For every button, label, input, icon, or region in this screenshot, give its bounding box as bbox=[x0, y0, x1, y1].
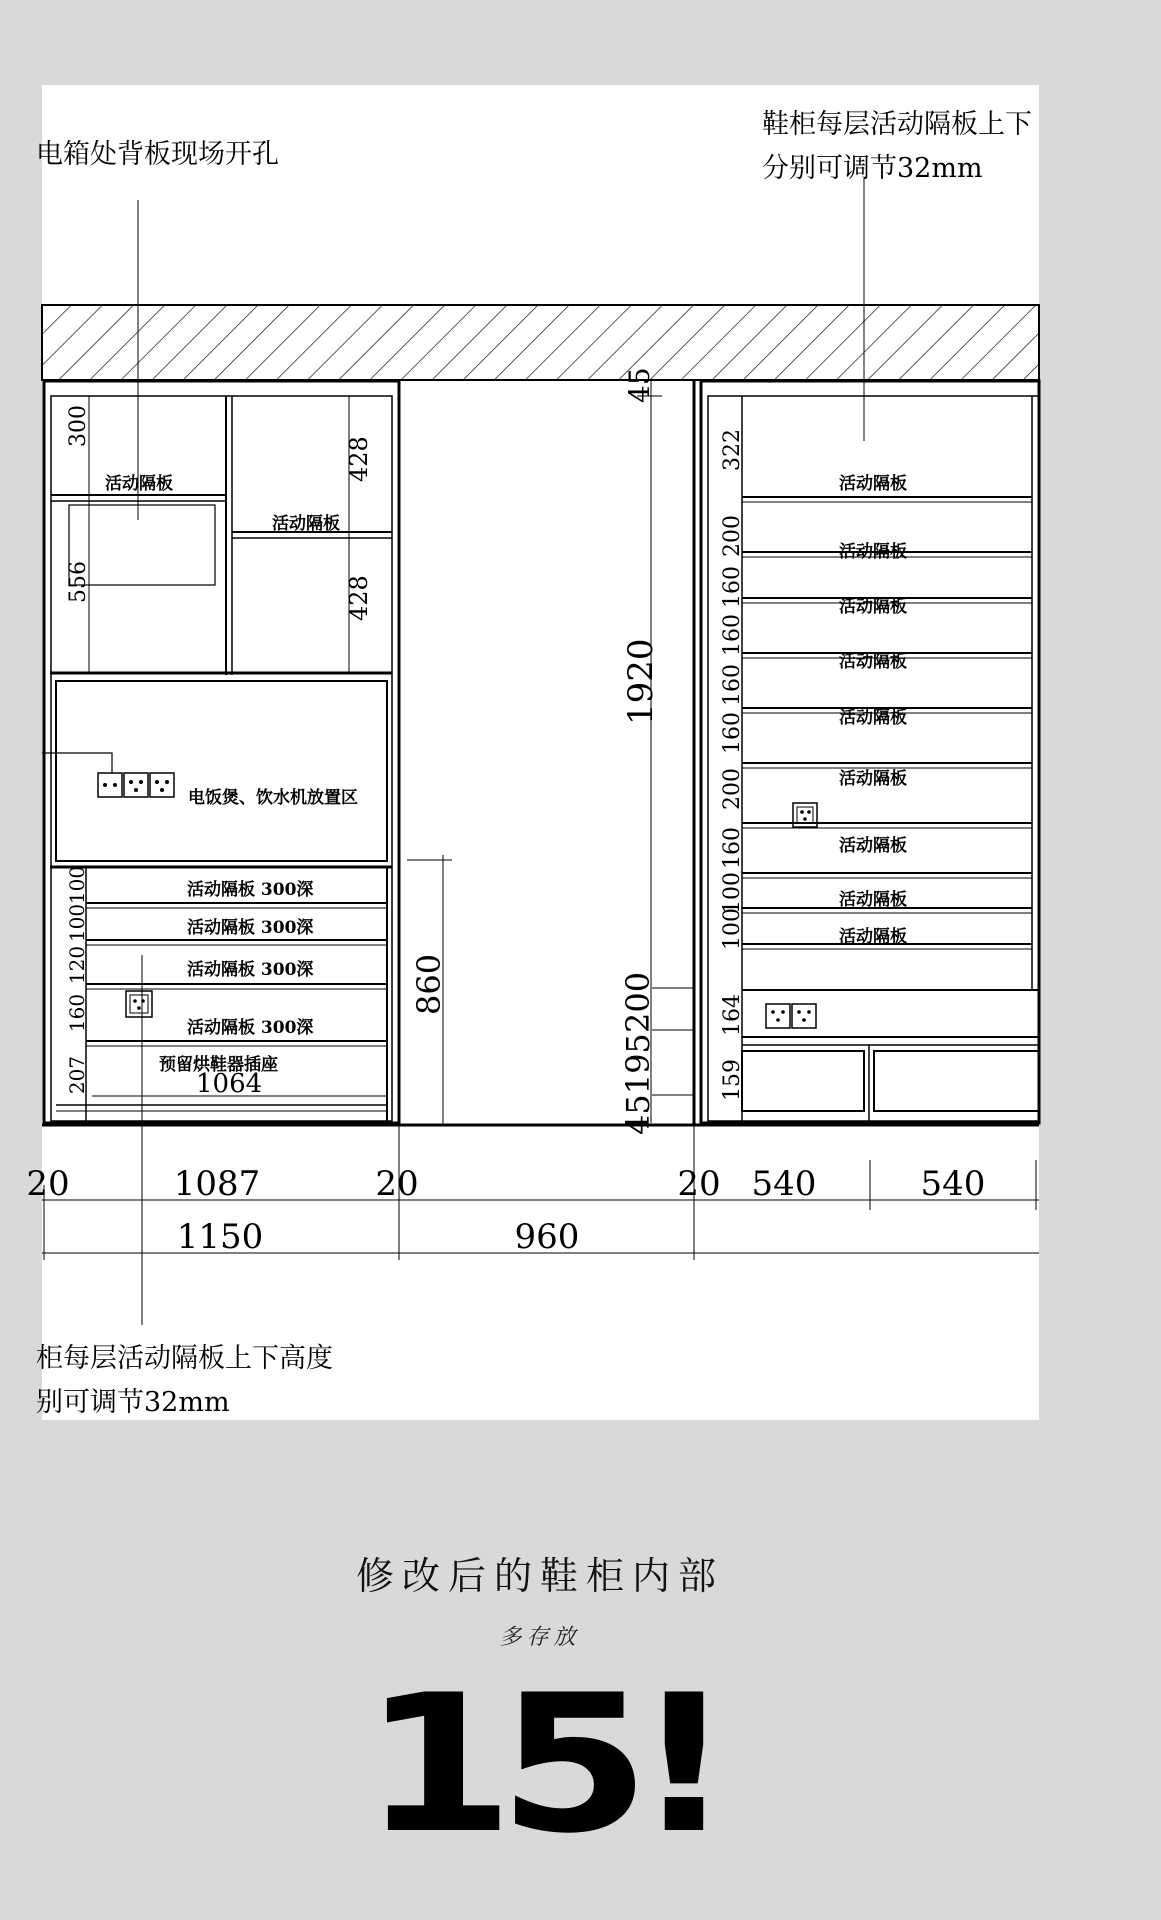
bottom-dim-row1-label: 20 bbox=[677, 1164, 721, 1204]
left-row-dim-label: 100 bbox=[65, 865, 89, 905]
top-left-note: 电箱处背板现场开孔 bbox=[36, 139, 279, 170]
appliance-socket-icon bbox=[98, 773, 174, 797]
right-dim-label: 200 bbox=[720, 515, 745, 557]
left-row-dim-label: 207 bbox=[65, 1055, 89, 1095]
left-dim-556: 556 bbox=[66, 561, 91, 603]
left-shelf-300-3: 活动隔板 300深 bbox=[187, 960, 314, 980]
right-dim-label: 160 bbox=[720, 827, 745, 869]
top-right-note-line2: 分别可调节32mm bbox=[762, 153, 983, 184]
bottom-dim-row1-label: 540 bbox=[751, 1164, 817, 1204]
dryer-socket-label: 预留烘鞋器插座 bbox=[159, 1055, 278, 1075]
right-shelf-label: 活动隔板 bbox=[839, 597, 907, 617]
left-cabinet bbox=[42, 381, 399, 1123]
bottom-dims bbox=[26, 1164, 985, 1257]
right-dim-label: 159 bbox=[720, 1059, 745, 1101]
right-dim-label: 160 bbox=[720, 664, 745, 706]
left-row-dim-label: 120 bbox=[65, 945, 89, 985]
bottom-dim-row1-label: 1087 bbox=[173, 1164, 261, 1204]
left-dim-300: 300 bbox=[66, 405, 91, 447]
left-row-dim-label: 100 bbox=[65, 903, 89, 943]
right-shelf-label: 活动隔板 bbox=[839, 927, 907, 947]
bottom-left-note-line2: 别可调节32mm bbox=[36, 1387, 230, 1418]
right-bottom-drawers bbox=[742, 1045, 1039, 1121]
center-dim-45195: 45195 bbox=[619, 1033, 657, 1135]
big-number: 15! bbox=[362, 1654, 718, 1875]
top-right-note-line1: 鞋柜每层活动隔板上下 bbox=[762, 109, 1032, 140]
left-shelf-300-2: 活动隔板 300深 bbox=[187, 918, 314, 938]
bottom-dim-row1-label: 20 bbox=[26, 1164, 70, 1204]
right-shelf-label: 活动隔板 bbox=[839, 708, 907, 728]
left-dim-428-bottom: 428 bbox=[345, 575, 373, 621]
right-shelf-label: 活动隔板 bbox=[839, 474, 907, 494]
right-dim-label: 160 bbox=[720, 614, 745, 656]
center-dim-1920: 1920 bbox=[621, 638, 661, 725]
left-shelf-label-2: 活动隔板 bbox=[272, 514, 340, 534]
left-shelf-300-1: 活动隔板 300深 bbox=[187, 880, 314, 900]
center-dim-860: 860 bbox=[410, 953, 448, 1015]
cad-drawing bbox=[26, 85, 1039, 1420]
bottom-dim-row1-label: 540 bbox=[920, 1164, 986, 1204]
right-shelf-label: 活动隔板 bbox=[839, 836, 907, 856]
appliance-zone-label: 电饭煲、饮水机放置区 bbox=[188, 788, 358, 808]
right-dim-label: 164 bbox=[720, 994, 745, 1036]
right-shelf-labels bbox=[839, 473, 907, 947]
ceiling-beam bbox=[42, 305, 1039, 380]
left-row-dims bbox=[65, 866, 89, 1094]
right-shelf-label: 活动隔板 bbox=[839, 769, 907, 789]
left-shelf-300-4: 活动隔板 300深 bbox=[187, 1018, 314, 1038]
bottom-dim-row1-label: 20 bbox=[375, 1164, 419, 1204]
center-dim-45: 45 bbox=[623, 367, 656, 403]
right-shelf-label: 活动隔板 bbox=[839, 542, 907, 562]
bottom-dim-row2-label: 960 bbox=[514, 1217, 580, 1257]
right-shelf-label: 活动隔板 bbox=[839, 890, 907, 910]
bottom-left-note-line1: 柜每层活动隔板上下高度 bbox=[36, 1343, 333, 1374]
right-dim-label: 160 bbox=[720, 566, 745, 608]
left-shelf-label-1: 活动隔板 bbox=[105, 474, 173, 494]
right-dim-label: 100 bbox=[720, 872, 745, 914]
right-double-socket-icon bbox=[766, 1004, 816, 1028]
right-dim-label: 200 bbox=[720, 768, 745, 810]
caption-title: 修改后的鞋柜内部 bbox=[355, 1554, 724, 1598]
bottom-dim-row2-label: 1150 bbox=[176, 1217, 264, 1257]
right-dim-label: 100 bbox=[720, 908, 745, 950]
center-dim-200: 200 bbox=[619, 971, 657, 1033]
right-dim-label: 160 bbox=[720, 712, 745, 754]
dryer-socket-icon bbox=[126, 991, 152, 1017]
right-shelf-label: 活动隔板 bbox=[839, 652, 907, 672]
right-dim-label: 322 bbox=[720, 429, 745, 471]
left-dim-428-top: 428 bbox=[345, 436, 373, 482]
caption-subtitle: 多存放 bbox=[499, 1625, 581, 1650]
left-row-dim-label: 160 bbox=[65, 993, 89, 1033]
left-inner-width: 1064 bbox=[196, 1069, 263, 1099]
